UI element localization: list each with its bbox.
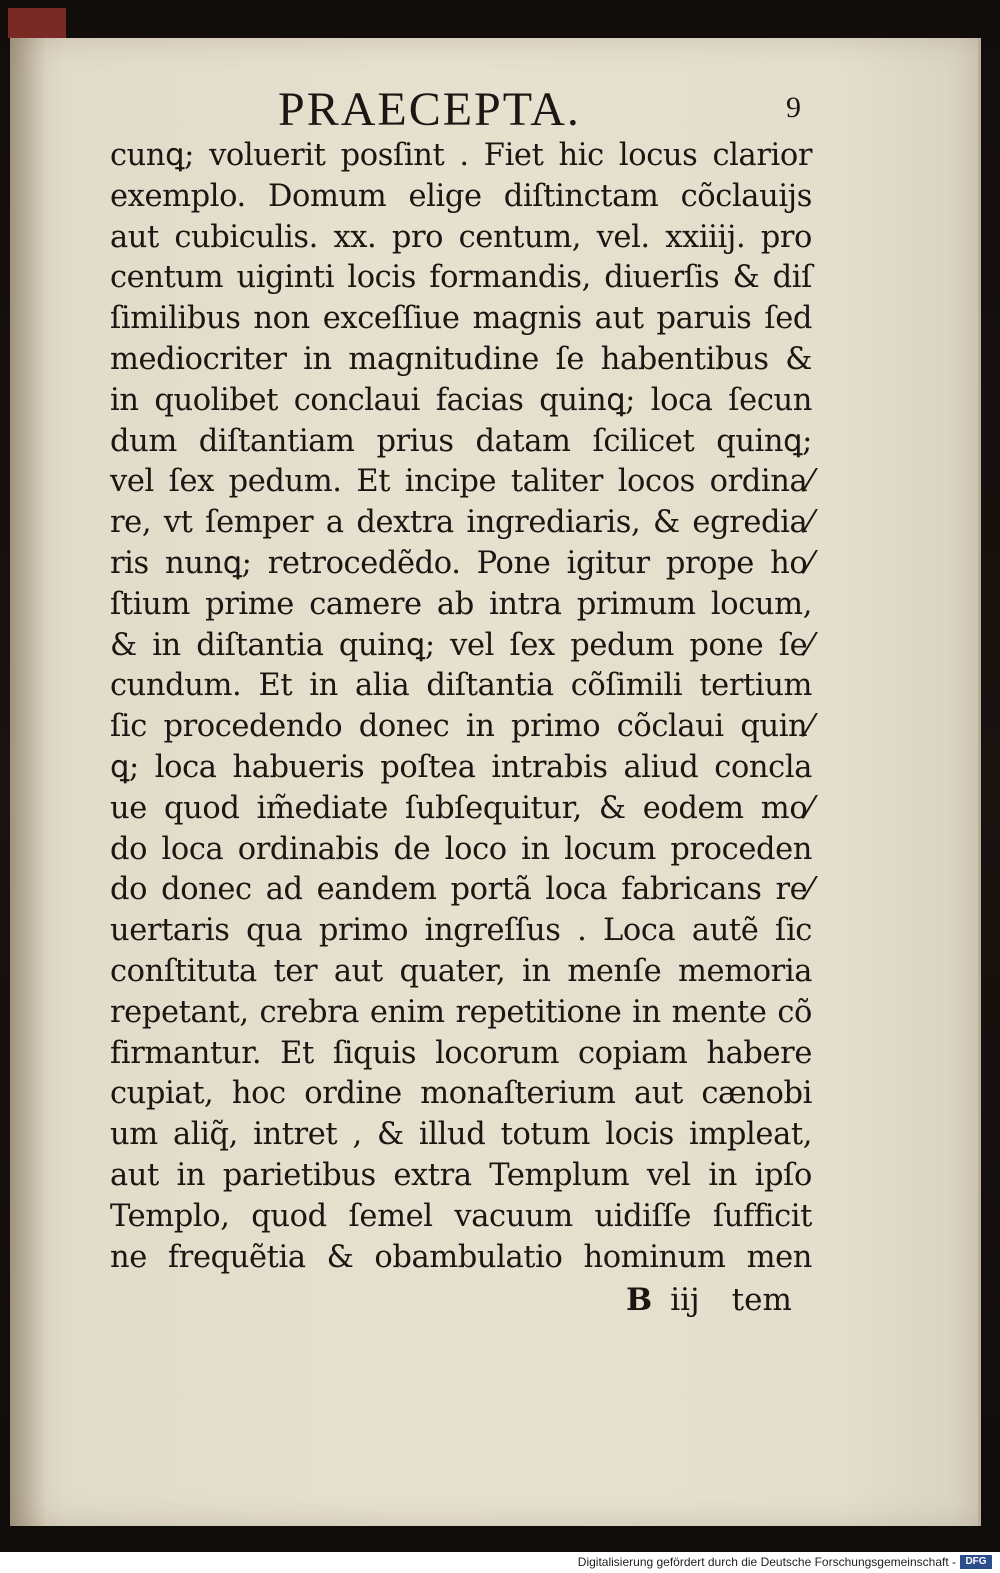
catchword: tem (731, 1282, 792, 1318)
text-line: ris nunꝗ; retrocedẽdo. Pone igitur prope ho⁄ (110, 545, 812, 581)
text-line: & in diſtantia quinꝗ; vel ſex pedum pone ſe⁄ (110, 627, 812, 663)
text-line: mediocriter in magnitudine ſe habentibus & (110, 341, 812, 377)
text-line: centum uiginti locis formandis, diuerſis & diſ (110, 260, 812, 296)
running-head (0, 80, 1000, 140)
funding-credit: Digitalisierung gefördert durch die Deutsche Forschungsgemeinschaft - (577, 1555, 956, 1569)
text-line: uertaris qua primo ingreſſus . Loca autẽ ſic (110, 913, 812, 949)
text-line: ſic procedendo donec in primo cõclaui quin⁄ (110, 709, 812, 745)
text-line: Templo, quod ſemel vacuum uidiſſe ſufficit (110, 1198, 812, 1234)
body-text (110, 136, 812, 1278)
signature-mark: B (626, 1282, 653, 1318)
text-line: cupiat, hoc ordine monaſterium aut cænobi (110, 1076, 812, 1112)
binding-edge (8, 8, 66, 38)
text-line: aut in parietibus extra Templum vel in ipſo (110, 1157, 812, 1193)
text-line: ſtium prime camere ab intra primum locum, (110, 586, 812, 622)
signature-number: iij (670, 1282, 700, 1318)
text-line: cundum. Et in alia diſtantia cõſimili tertium (110, 668, 812, 704)
text-line: firmantur. Et ſiquis locorum copiam habere (110, 1035, 812, 1071)
text-line: ſimilibus non exceſſiue magnis aut paruis ſed (110, 301, 812, 337)
text-line: um aliq̃, intret , & illud totum locis impleat, (110, 1117, 812, 1153)
text-line: ne frequẽtia & obambulatio hominum men (110, 1239, 812, 1275)
text-line: re, vt ſemper a dextra ingrediaris, & egredia⁄ (110, 505, 812, 541)
catch-line (626, 1278, 792, 1322)
text-line: repetant, crebra enim repetitione in mente cõ (110, 994, 812, 1030)
text-line: dum diſtantiam prius datam ſcilicet quinꝗ; (110, 423, 812, 459)
text-line: in quolibet conclaui facias quinꝗ; loca ſecun (110, 382, 812, 418)
text-line: vel ſex pedum. Et incipe taliter locos ordina⁄ (110, 464, 812, 500)
text-line: ue quod im̃ediate ſubſequitur, & eodem mo⁄ (110, 790, 812, 826)
text-line: do donec ad eandem portã loca fabricans re⁄ (110, 872, 812, 908)
text-line: cunꝗ; voluerit posſint . Fiet hic locus clarior (110, 138, 812, 173)
text-line: aut cubiculis. xx. pro centum, vel. xxiiij. pro (110, 219, 812, 255)
text-line: exemplo. Domum elige diſtinctam cõclauijs (110, 178, 812, 214)
text-line: ꝗ; loca habueris poſtea intrabis aliud concla (110, 749, 812, 785)
page-number: 9 (786, 91, 801, 124)
dfg-logo-icon: DFG (960, 1555, 992, 1569)
running-title: PRAECEPTA. (278, 83, 581, 136)
text-line: conſtituta ter aut quater, in menſe memoria (110, 953, 812, 989)
text-line: do loca ordinabis de loco in locum proceden (110, 831, 812, 867)
